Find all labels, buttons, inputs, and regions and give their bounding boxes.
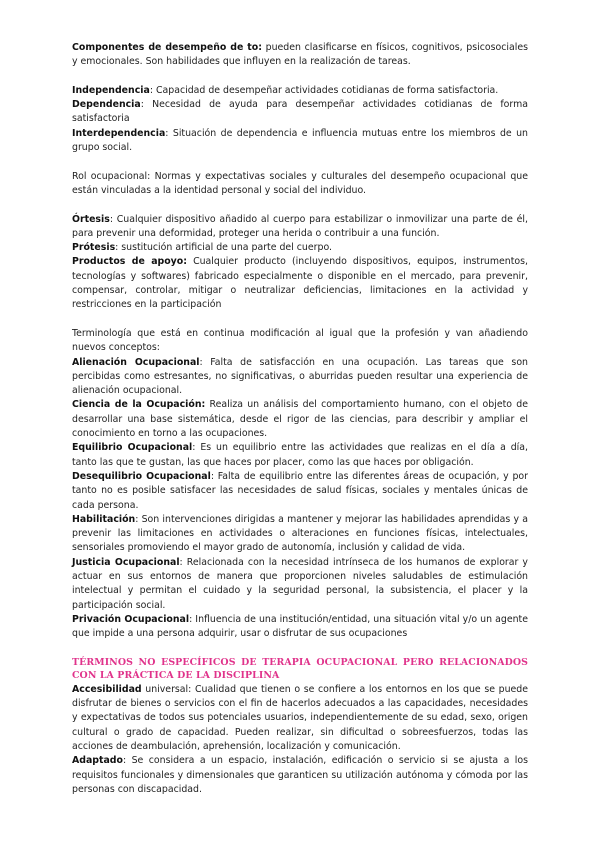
definition-text: : Cualquier dispositivo añadido al cuerpo para estabilizar o inmovilizar una parte de él, para prevenir una deformidad, proteger una herida o contribuir a una función. [72,213,528,239]
paragraph-equilibrio [72,441,528,470]
paragraph-privacion [72,613,528,642]
paragraph-habilitacion [72,513,528,556]
paragraph-desequilibrio [72,470,528,513]
paragraph-componentes [72,41,528,70]
paragraph-terminologia [72,327,528,356]
paragraph-productos-apoyo [72,255,528,312]
definition-text: universal: Cualidad que tienen o se confiere a los entornos en los que se puede disfrutar de bienes o servicios con el fin de hacerlos adecuados a las capacidades, necesidades y expectativas de todos sus potenciales usuarios, independientemente de su edad, sexo, origen cultural o grado de capacidad. Pueden realizar, sin dificultad o sobreesfuerzos, todas las acciones de deambulación, aprehensión, localización y comunicación. [72,683,528,752]
term-label: Habilitación [72,513,136,525]
definition-text: : Influencia de una institución/entidad, una situación vital y/o un agente que impide a una persona adquirir, usar o disfrutar de sus ocupaciones [72,613,528,640]
term-label: Adaptado [72,755,123,767]
term-label: Desequilibrio Ocupacional [72,470,211,482]
term-label: Prótesis [72,242,116,254]
section-heading: TÉRMINOS NO ESPECÍFICOS DE TERAPIA OCUPACIONAL PERO RELACIONADOS CON LA PRÁCTICA DE LA DISCIPLINA [72,656,528,682]
definition-text: : Se considera a un espacio, instalación, edificación o servicio si se ajusta a los requisitos funcionales y dimensionales que garanticen su utilización autónoma y cómoda por las personas con discapacidad. [72,755,528,795]
definition-text: : Son intervenciones dirigidas a mantener y mejorar las habilidades aprendidas y a prevenir las limitaciones en actividades o alteraciones en funciones físicas, intelectuales, sensoriales promoviendo el mayor grado de autonomía, inclusión y calidad de vida. [72,513,528,554]
definition-text: : sustitución artificial de una parte del cuerpo. [115,242,332,254]
paragraph-accesibilidad [72,683,528,754]
term-label: Interdependencia [72,127,166,139]
definition-text: pueden clasificarse en físicos, cognitivos, psicosociales y emocionales. Son habilidades que influyen en la realización de tareas. [72,42,528,68]
term-label: Alienación Ocupacional [72,356,200,368]
paragraph-adaptado [72,754,528,797]
term-label: Dependencia [72,99,141,111]
definition-text: Realiza un análisis del comportamiento humano, con el objeto de desarrollar una base sistemática, desde el rigor de las ciencias, para describir y ampliar el conocimiento en torno a las ocupaciones. [72,399,528,440]
term-label: Equilibrio Ocupacional [72,442,193,454]
term-label: Órtesis [72,213,110,225]
paragraph-ciencia-ocupacion [72,398,528,441]
definition-text: : Situación de dependencia e influencia mutuas entre los miembros de un grupo social. [72,127,528,154]
definition-text: : Necesidad de ayuda para desempeñar actividades cotidianas de forma satisfactoria [72,99,528,125]
definition-text: : Es un equilibrio entre las actividades que realizas en el día a día, tanto las que te gustan, las que haces por placer, como las que haces por obligación. [72,442,528,468]
definition-text: : Capacidad de desempeñar actividades cotidianas de forma satisfactoria. [149,84,499,96]
definition-text: : Falta de satisfacción en una ocupación. Las tareas que son percibidas como estresantes, no significativas, o aburridas pueden resultar una experiencia de alienación ocupacional. [72,356,528,397]
term-label: Componentes de desempeño de to: [72,42,262,53]
definition-text: Cualquier producto (incluyendo dispositivos, equipos, instrumentos, tecnologías y softwares) fabricado especialmente o disponible en el mercado, para prevenir, compensar, controlar, mitigar o neutralizar deficiencias, limitaciones en la actividad y restricciones en la participación [72,256,528,311]
paragraph-protesis [72,241,528,255]
term-label: Ciencia de la Ocupación: [72,399,206,411]
document-body [72,41,528,797]
term-label: Privación Ocupacional [72,613,190,625]
paragraph-dependencia [72,98,528,127]
term-label: Justicia Ocupacional [72,556,180,568]
definition-text: : Relacionada con la necesidad intrínseca de los humanos de explorar y actuar en sus entornos de manera que proporcionen niveles saludables de estimulación intelectual y permitan el cuidado y la seguridad personal, la subsistencia, el placer y la participación social. [72,556,528,611]
paragraph-justicia [72,556,528,613]
term-label: Accesibilidad [72,683,142,695]
term-label: Productos de apoyo: [72,256,187,268]
definition-text: : Falta de equilibrio entre las diferentes áreas de ocupación, y por tanto no es posible satisfacer las necesidades de salud físicas, sociales y mentales únicas de cada persona. [72,470,528,511]
definition-text: Rol ocupacional: Normas y expectativas sociales y culturales del desempeño ocupacional que están vinculadas a la identidad personal y social del individuo. [72,170,528,196]
term-label: Independencia [72,84,150,96]
paragraph-interdependencia [72,127,528,156]
paragraph-rol-ocupacional [72,170,528,199]
paragraph-independencia [72,84,528,98]
paragraph-ortesis [72,213,528,242]
definition-text: Terminología que está en continua modificación al igual que la profesión y van añadiendo nuevos conceptos: [72,327,528,354]
paragraph-alienacion [72,356,528,399]
